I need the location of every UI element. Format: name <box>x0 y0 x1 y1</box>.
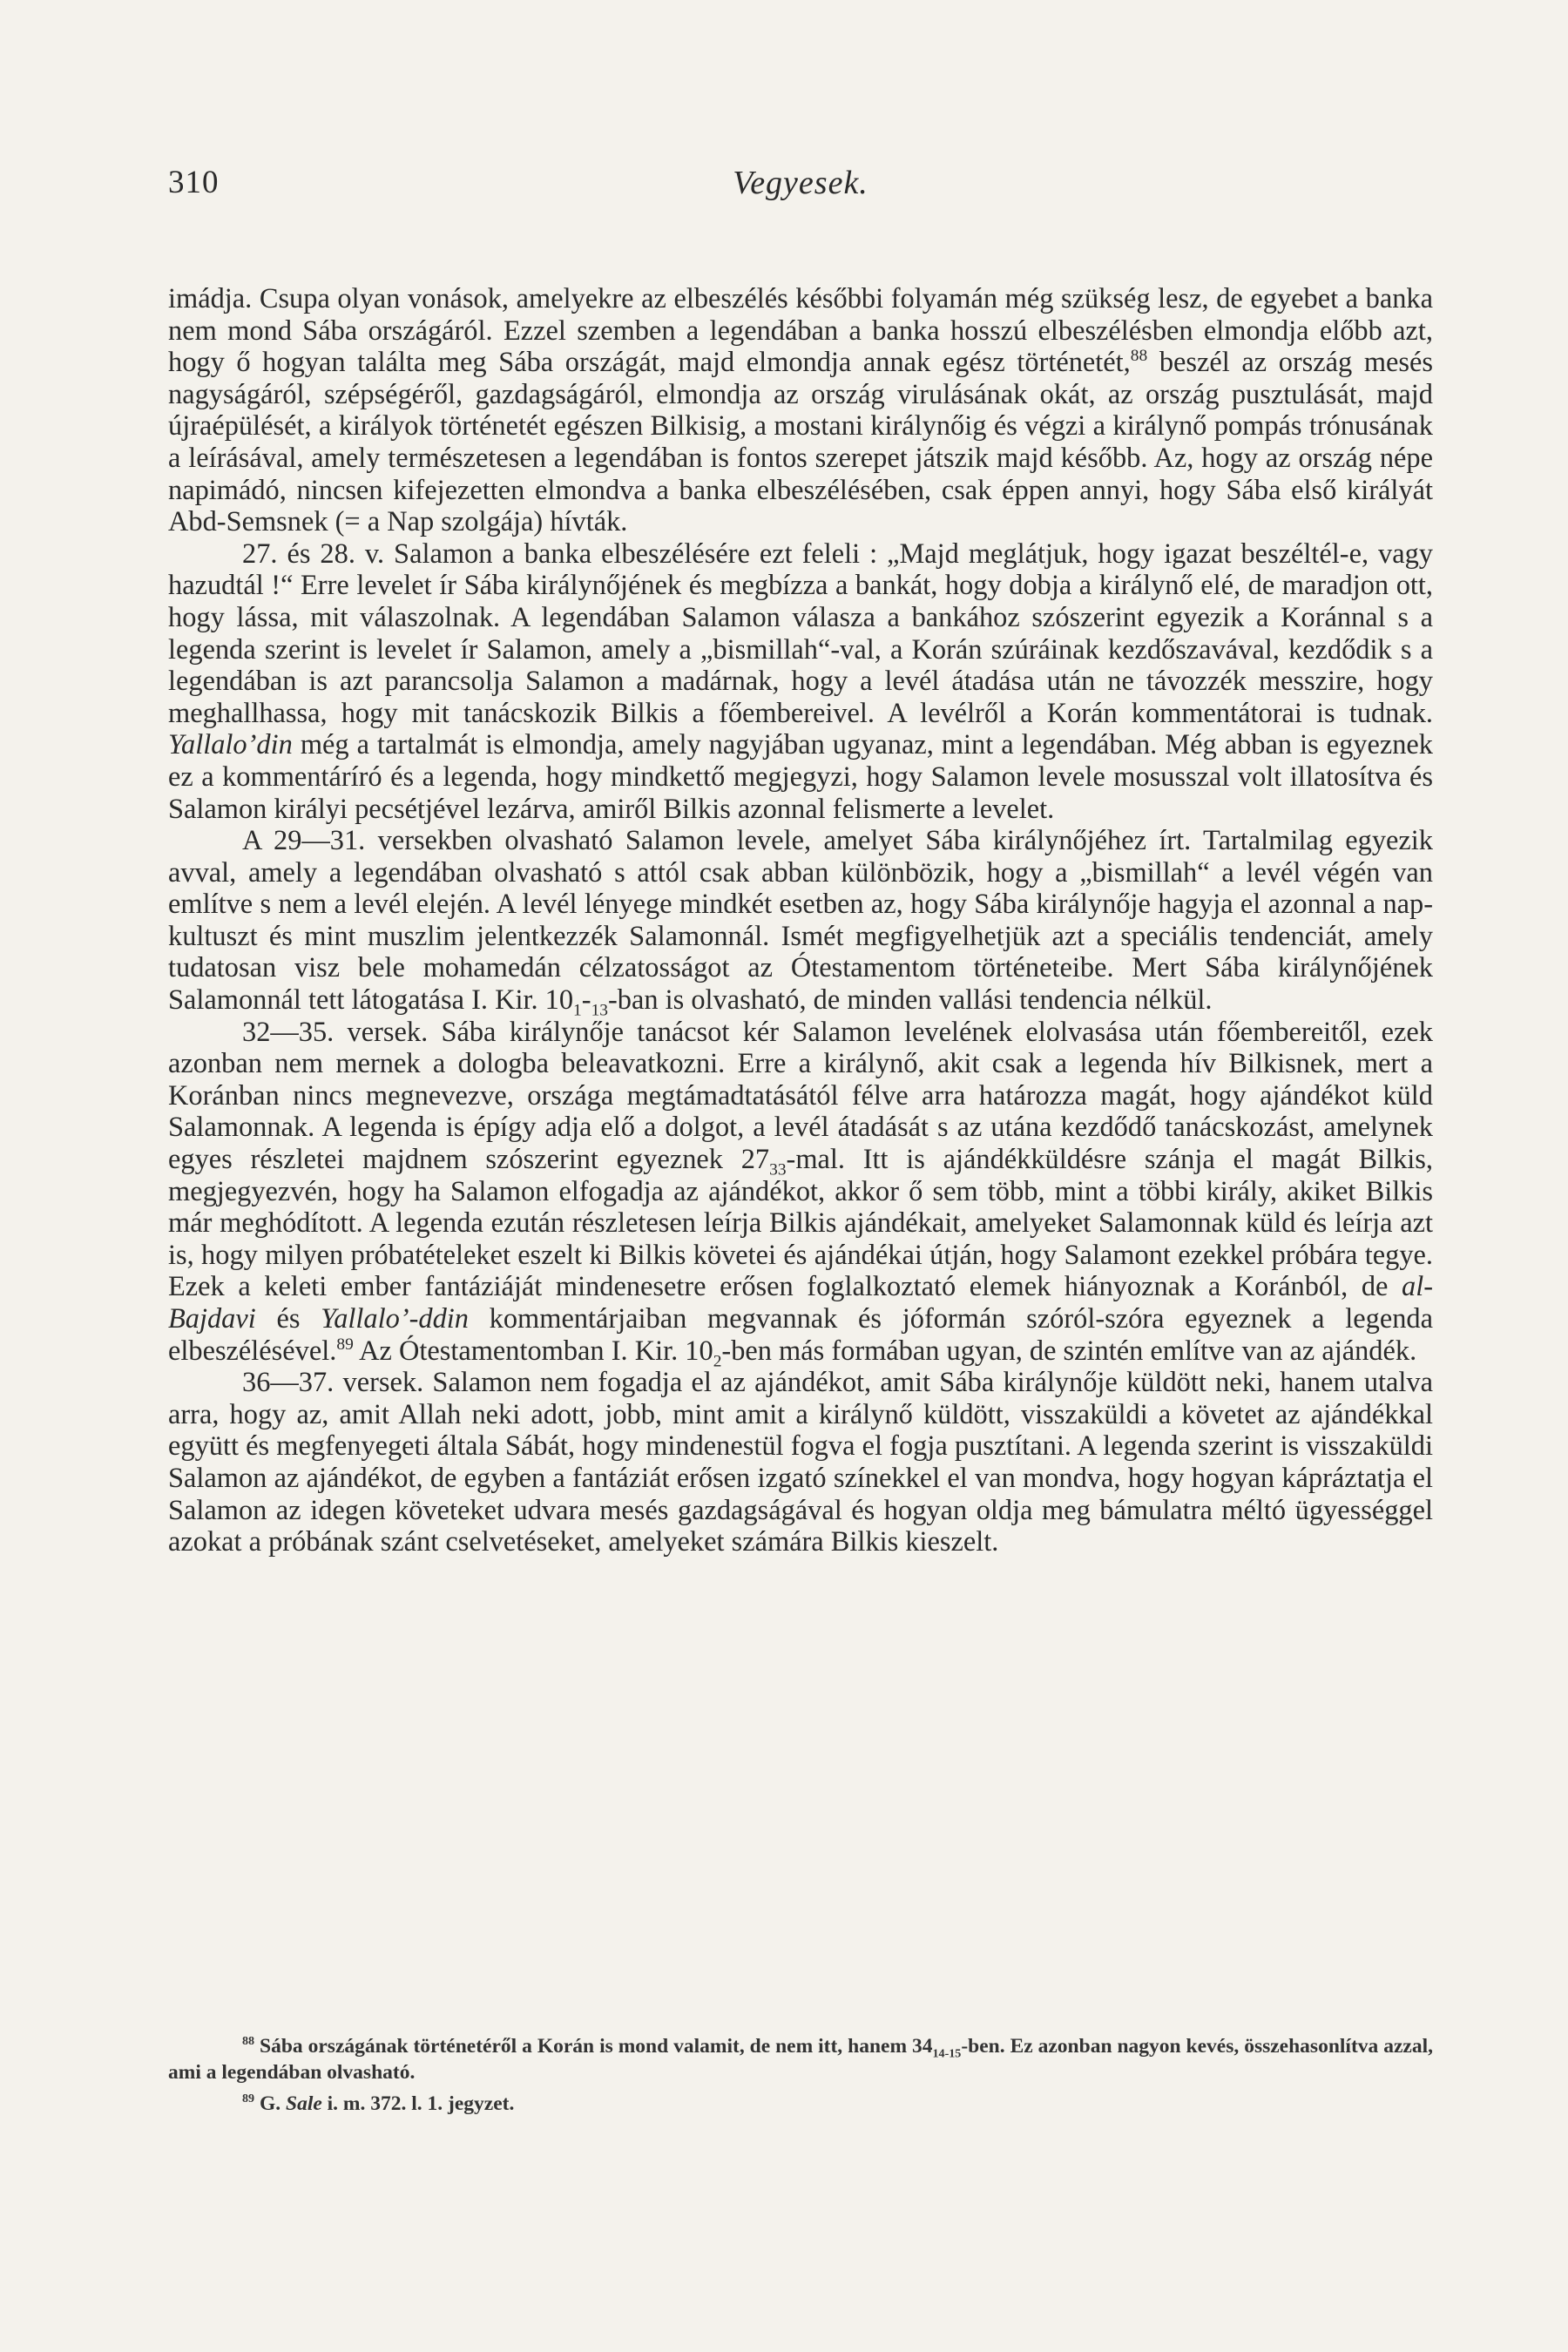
text-run: 36—37. versek. Salamon nem fogadja el az ajándékot, amit Sába királynője küldött neki, hanem utalva arra, hogy az, amit Allah neki adott, jobb, mint amit a királynő küldött, visszaküldi a követet az ajándékkal együtt és megfenyegeti általa Sábát, hogy mindenestül fogva el fogja pusztítani. A legenda szerint is visszaküldi Salamon az ajándékot, de egyben a fantáziát erősen izgató színekkel el van mondva, hogy hogyan kápráztatja el Salamon az idegen követeket udvara mesés gazdagságával és hogyan oldja meg bámulatra méltó ügyességgel azokat a próbának szánt cselvetéseket, amelyeket számára Bilkis kieszelt. <box>168 1367 1433 1558</box>
text-run: 32—35. versek. Sába királynője tanácsot kér Salamon levelének elolvasása után főembereitől, ezek azonban nem mernek a dologba beleavatkozni. Erre a királynő, akit csak a legenda hív Bilkisnek, mert a Koránban nincs megnevezve, országa megtámadtatásától félve arra határozza magát, hogy ajándékot küld Salamonnak. A legenda is épígy adja elő a dolgot, a levél átadását s az utána kezdődő tanácskozást, amelynek egyes részletei majdnem szószerint egyeznek 27 <box>168 1016 1433 1176</box>
italic-text: al-Bajdavi <box>168 1271 1433 1335</box>
text-run: 27. és 28. v. Salamon a banka elbeszélésére ezt feleli : „Majd meglátjuk, hogy igazat beszéltél-e, vagy hazudtál !“ Erre levelet ír Sába királynőjének és megbízza a bankát, hogy dobja a királynő elé, de maradjon ott, hogy lássa, mit válaszolnak. A legendában Salamon válasza a bankához szószerint egyezik a Koránnal s a legenda szerint is levelet ír Salamon, amely a „bismillah“-val, a Korán szúráinak kezdőszavával, kezdődik s a legendában is azt parancsolja Salamon a madárnak, hogy a levél átadása után ne távozzék messzire, hogy meghallhassa, hogy mit tanácskozik Bilkis a főembereivel. A levélről a Korán kommentátorai is tudnak. <box>168 537 1433 729</box>
text-run: G. <box>254 2092 286 2115</box>
footnote-ref: 88 <box>242 2034 255 2049</box>
paragraph <box>168 538 1433 825</box>
paragraph <box>168 1367 1433 1558</box>
text-run: -ban is olvasható, de minden vallási tendencia nélkül. <box>608 984 1213 1017</box>
footnote <box>168 2033 1433 2085</box>
subscript: 13 <box>591 1001 608 1020</box>
footnote <box>168 2091 1433 2117</box>
footnote-ref: 89 <box>336 1335 354 1354</box>
italic-text: Yallalo’din <box>168 729 293 761</box>
subscript: 2 <box>713 1352 722 1371</box>
footnote-ref: 89 <box>242 2092 255 2106</box>
paragraph <box>168 1016 1434 1371</box>
subscript: 33 <box>769 1160 787 1179</box>
text-run: még a tartalmát is elmondja, amely nagyjában ugyanaz, mint a legendában. Még abban is egyeznek ez a kommentáríró és a legenda, hogy mindkettő megjegyzi, hogy Salamon levele mosusszal volt illatosítva és Salamon királyi pecsétjével lezárva, amiről Bilkis azonnal felismerte a levelet. <box>168 729 1433 825</box>
italic-text: Sale <box>286 2092 322 2115</box>
page-number: 310 <box>168 165 220 200</box>
paragraph <box>168 283 1433 538</box>
body-text <box>168 283 1433 1558</box>
page-header <box>168 164 1433 207</box>
paragraph <box>168 825 1433 1020</box>
text-run: és <box>255 1303 321 1335</box>
text-run: beszél az ország mesés nagyságáról, szépségéről, gazdagságáról, elmondja az ország virulásának okát, az ország pusztulását, majd újraépülését, a királyok történetét egészen Bilkisig, a mostani királynőig és végzi a királynő pompás trónusának a leírásával, amely természetesen a legendában is fontos szerepet játszik majd később. Az, hogy az ország népe napimádó, nincsen kifejezetten elmondva a banka elbeszélésében, csak éppen annyi, hogy Sába első királyát Abd-Semsnek (= a Nap szolgája) hívták. <box>168 347 1433 538</box>
footnote-ref: 88 <box>1130 347 1148 366</box>
text-run: -ben más formában ugyan, de szintén említve van az ajándék. <box>721 1335 1417 1367</box>
text-run: Sába országának történetéről a Korán is mond valamit, de nem itt, hanem 34 <box>254 2035 933 2058</box>
footnotes <box>168 2033 1433 2122</box>
text-run: imádja. Csupa olyan vonások, amelyekre az elbeszélés későbbi folyamán még szükség lesz, de egyebet a banka nem mond Sába országáról. Ezzel szemben a legendában a banka hosszú elbeszélésben elmondja előbb azt, hogy ő hogyan találta meg Sába országát, majd elmondja annak egész történetét, <box>168 283 1433 379</box>
text-run: Az Ótestamentomban I. Kir. 10 <box>353 1335 713 1367</box>
text-run: i. m. 372. l. 1. jegyzet. <box>321 2092 515 2115</box>
running-head: Vegyesek. <box>733 165 868 201</box>
subscript: 14-15 <box>932 2046 962 2061</box>
subscript: 1 <box>573 1001 582 1020</box>
italic-text: Yallalo’-ddin <box>321 1303 469 1335</box>
text-run: kommentárjaiban megvannak és jóformán szóról-szóra egyeznek a legenda elbeszélésével. <box>168 1303 1433 1367</box>
text-run: -ben. Ez azonban nagyon kevés, összehasonlítva azzal, ami a legendában olvasható. <box>168 2035 1433 2084</box>
text-run: -mal. Itt is ajándékküldésre szánja el magát Bilkis, megjegyezvén, hogy ha Salamon elfogadja az ajándékot, akkor ő sem több, mint a többi király, akiket Bilkis már meghódított. A legenda ezután részletesen leírja Bilkis ajándékait, amelyeket Salamonnak küld és leírja azt is, hogy milyen próbatételeket eszelt ki Bilkis követei és ajándékai útján, hogy Salamont ezekkel próbára tegye. Ezek a keleti ember fantáziáját mindenesetre erősen foglalkoztató elemek hiányoznak a Koránból, de <box>168 1144 1434 1303</box>
text-run: - <box>581 984 591 1017</box>
text-run: A 29—31. versekben olvasható Salamon levele, amelyet Sába királynőjéhez írt. Tartalmilag egyezik avval, amely a legendában olvasható s attól csak abban különbözik, hogy a „bismillah“ a levél végén van említve s nem a levél elején. A levél lényege mindkét esetben az, hogy Sába királynője hagyja el azonnal a nap-kultuszt és mint muszlim jelentkezzék Salamonnál. Ismét megfigyelhetjük azt a speciális tendenciát, amely tudatosan visz bele mohamedán célzatosságot az Ótestamentom történeteibe. Mert Sába királynőjének Salamonnál tett látogatása I. Kir. 10 <box>168 825 1433 1017</box>
